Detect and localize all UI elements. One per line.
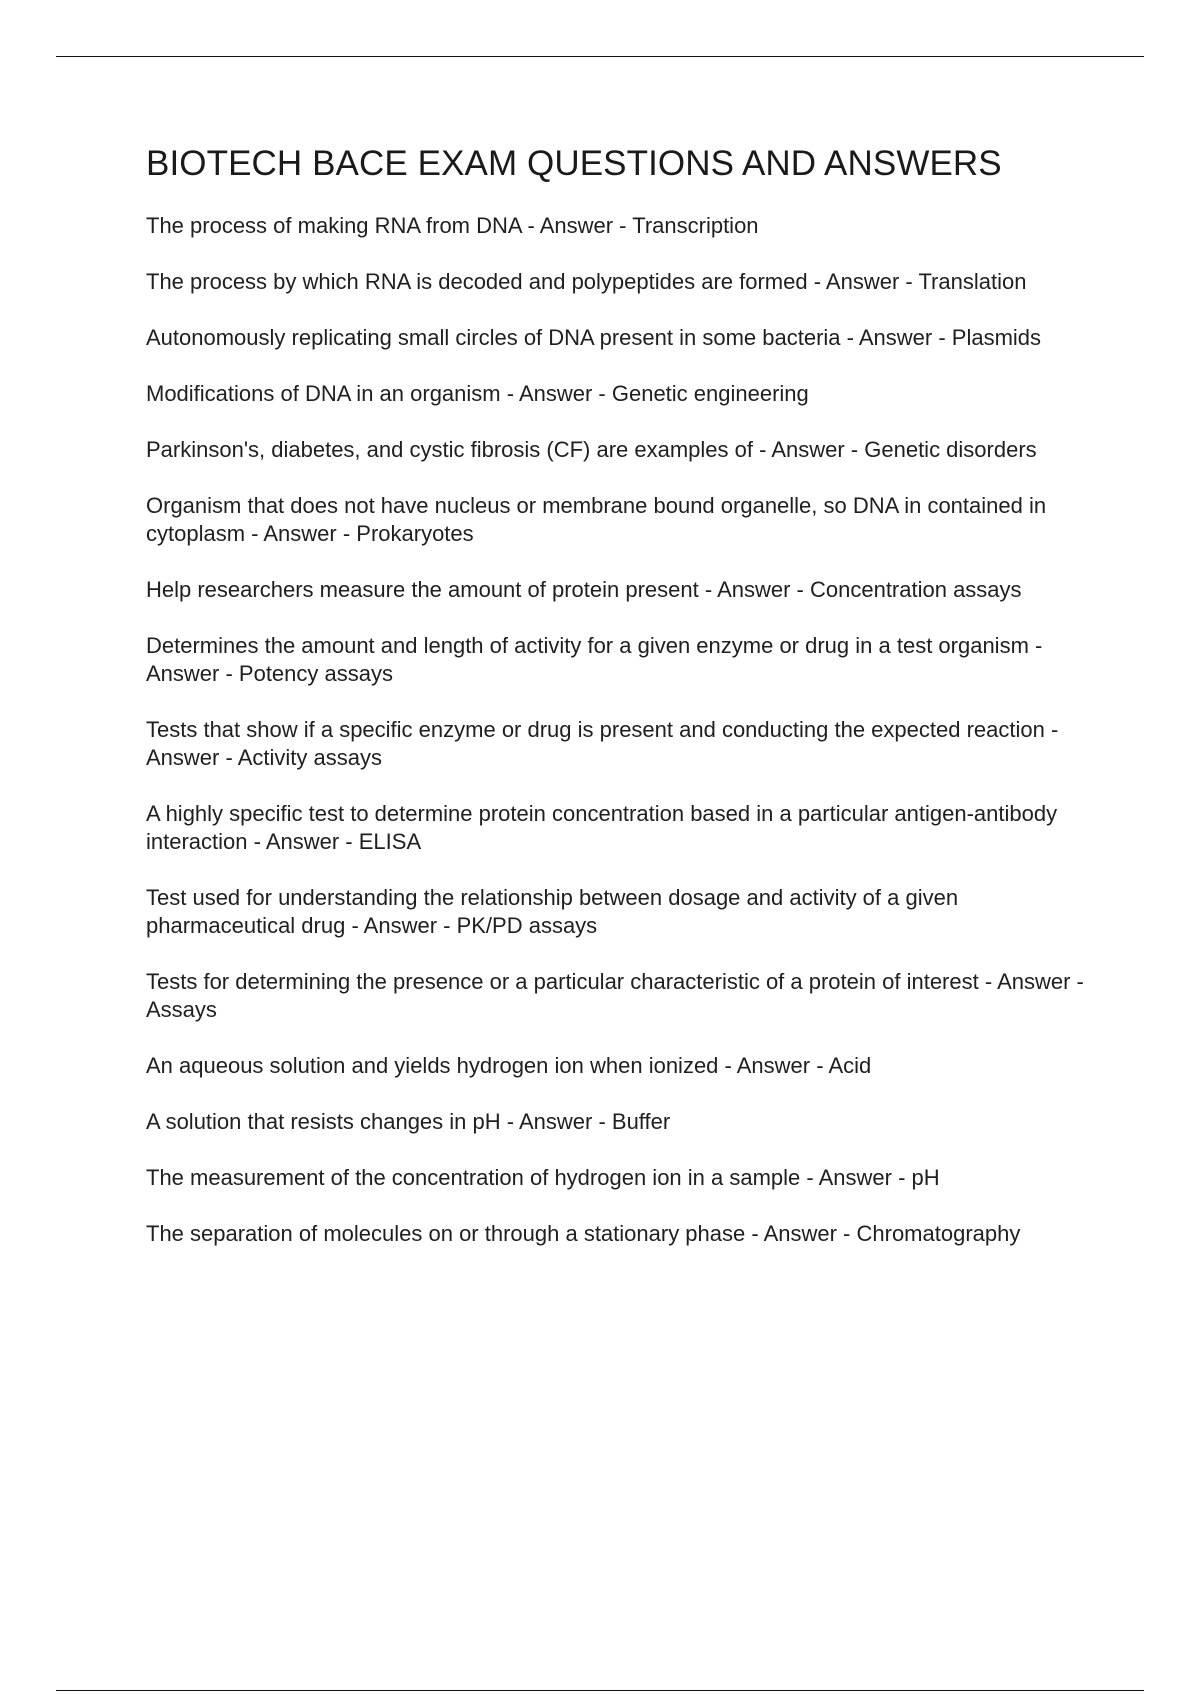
- qa-item: Tests that show if a specific enzyme or drug is present and conducting the expected reaction - Answer - Activity assays: [146, 717, 1059, 770]
- qa-item: Parkinson's, diabetes, and cystic fibrosis (CF) are examples of - Answer - Genetic disorders: [146, 437, 1037, 462]
- qa-item: Autonomously replicating small circles of DNA present in some bacteria - Answer - Plasmids: [146, 325, 1042, 350]
- qa-item: A solution that resists changes in pH - Answer - Buffer: [146, 1109, 671, 1134]
- qa-item: Modifications of DNA in an organism - Answer - Genetic engineering: [146, 381, 809, 406]
- top-rule: [56, 56, 1144, 57]
- qa-item: An aqueous solution and yields hydrogen ion when ionized - Answer - Acid: [146, 1053, 872, 1078]
- qa-item: The process by which RNA is decoded and polypeptides are formed - Answer - Translation: [146, 269, 1027, 294]
- qa-item: A highly specific test to determine protein concentration based in a particular antigen-antibody interaction - Answer - ELISA: [146, 801, 1058, 854]
- document-body: [146, 140, 1086, 1276]
- qa-item: The process of making RNA from DNA - Answer - Transcription: [146, 213, 759, 238]
- qa-item: The measurement of the concentration of hydrogen ion in a sample - Answer - pH: [146, 1165, 940, 1190]
- page-title: BIOTECH BACE EXAM QUESTIONS AND ANSWERS: [146, 144, 1002, 183]
- qa-item: Test used for understanding the relationship between dosage and activity of a given pharmaceutical drug - Answer - PK/PD assays: [146, 885, 959, 938]
- qa-item: Organism that does not have nucleus or membrane bound organelle, so DNA in contained in cytoplasm - Answer - Prokaryotes: [146, 493, 1047, 546]
- qa-item: The separation of molecules on or through a stationary phase - Answer - Chromatography: [146, 1221, 1021, 1246]
- qa-item: Determines the amount and length of activity for a given enzyme or drug in a test organism - Answer - Potency assays: [146, 633, 1043, 686]
- bottom-rule: [56, 1690, 1144, 1691]
- qa-item: Tests for determining the presence or a particular characteristic of a protein of interest - Answer - Assays: [146, 969, 1084, 1022]
- qa-item: Help researchers measure the amount of protein present - Answer - Concentration assays: [146, 577, 1022, 602]
